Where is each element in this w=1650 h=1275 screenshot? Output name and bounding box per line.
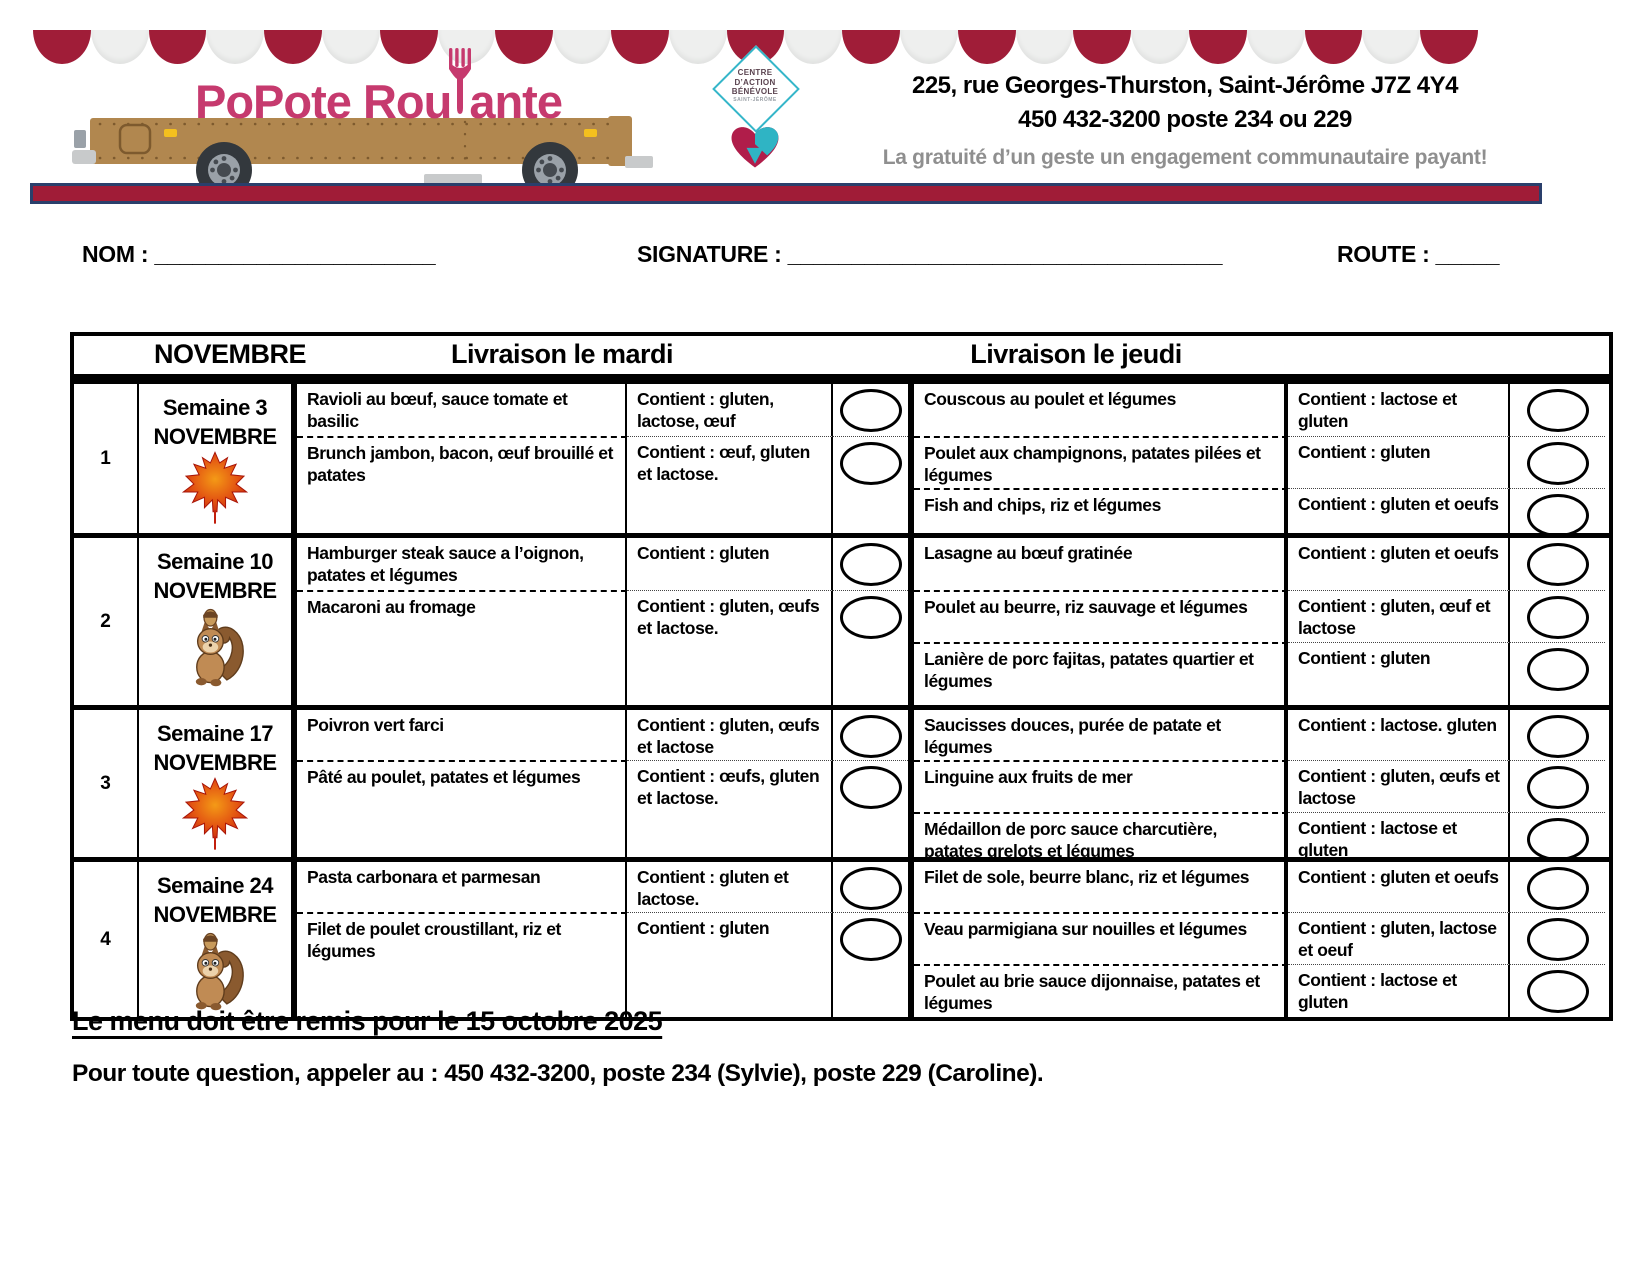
week-number: 2: [74, 538, 139, 705]
meal-name: Médaillon de porc sauce charcutière, patates grelots et légumes: [914, 812, 1288, 857]
order-choice-oval[interactable]: [1527, 818, 1589, 861]
awning-scallop: [900, 30, 958, 64]
week-label-line1: Semaine 3: [162, 395, 268, 420]
order-choice-oval[interactable]: [1527, 543, 1589, 586]
week-number: 4: [74, 862, 139, 1017]
meal-row: [297, 436, 908, 533]
maple-leaf-icon: [182, 512, 248, 529]
meal-row: [914, 590, 1609, 642]
order-choice-oval[interactable]: [1527, 648, 1589, 691]
order-choice-oval[interactable]: [1527, 766, 1589, 809]
signature-label: SIGNATURE :: [637, 241, 782, 267]
week-label-line1: Semaine 24: [156, 873, 274, 898]
nom-input-line[interactable]: ______________________: [154, 241, 436, 267]
meal-row: [914, 760, 1609, 812]
awning-scallop: [958, 30, 1016, 64]
address-block: [880, 72, 1490, 170]
meal-name: Hamburger steak sauce a l’oignon, patates et légumes: [297, 538, 627, 590]
order-choice-oval[interactable]: [840, 543, 902, 586]
allergen-info: Contient : gluten: [627, 538, 833, 590]
week-row-3: [74, 705, 1609, 861]
meal-name: Linguine aux fruits de mer: [914, 760, 1288, 812]
brand-text-right: ante: [469, 75, 562, 128]
awning-scallop: [91, 30, 149, 64]
allergen-info: Contient : gluten, œufs et lactose: [1288, 760, 1510, 812]
tagline: La gratuité d’un geste un engagement communautaire payant!: [882, 146, 1488, 169]
tuesday-section: [297, 710, 914, 857]
awning-scallop: [1016, 30, 1074, 64]
order-choice-oval[interactable]: [1527, 442, 1589, 485]
nom-field: [82, 241, 436, 268]
signature-field: [637, 241, 1223, 268]
meal-row: [297, 912, 908, 1017]
meal-row: [297, 384, 908, 436]
allergen-info: Contient : œuf, gluten et lactose.: [627, 436, 833, 533]
week-label-line2: NOVEMBRE: [153, 423, 277, 449]
thursday-section: [914, 384, 1609, 533]
contact-note: Pour toute question, appeler au : 450 432-3200, poste 234 (Sylvie), poste 229 (Caroline).: [72, 1060, 1044, 1087]
awning-scallop: [495, 30, 553, 64]
week-row-1: [74, 379, 1609, 533]
phone-line: 450 432-3200 poste 234 ou 229: [1018, 106, 1352, 133]
brand-text-left: PoPote Rou: [195, 75, 452, 128]
meal-name: Pâté au poulet, patates et légumes: [297, 760, 627, 857]
thursday-section: [914, 538, 1609, 705]
org-name-line3: BÉNÉVOLE: [731, 87, 779, 97]
meal-name: Saucisses douces, purée de patate et légumes: [914, 710, 1288, 760]
fork-icon: [448, 48, 472, 125]
week-label-line2: NOVEMBRE: [153, 901, 277, 927]
thursday-section: [914, 710, 1609, 861]
allergen-info: Contient : gluten, œuf et lactose: [1288, 590, 1510, 642]
awning-scallop: [1305, 30, 1363, 64]
order-choice-oval[interactable]: [1527, 715, 1589, 758]
awning-scallop: [322, 30, 380, 64]
order-choice-oval[interactable]: [1527, 389, 1589, 432]
signature-input-line[interactable]: __________________________________: [787, 241, 1223, 267]
maple-leaf-icon: [182, 838, 248, 855]
meal-name: Lasagne au bœuf gratinée: [914, 538, 1288, 590]
week-number: 1: [74, 384, 139, 533]
awning-scallop: [33, 30, 91, 64]
week-label-cell: [139, 862, 297, 1017]
allergen-info: Contient : gluten, œufs et lactose: [627, 710, 833, 760]
week-label-line2: NOVEMBRE: [153, 749, 277, 775]
route-label: ROUTE :: [1337, 241, 1430, 267]
meal-name: Fish and chips, riz et légumes: [914, 488, 1288, 533]
awning-scallop: [149, 30, 207, 64]
meal-name: Poulet au beurre, riz sauvage et légumes: [914, 590, 1288, 642]
awning-scallop: [784, 30, 842, 64]
order-choice-oval[interactable]: [840, 867, 902, 910]
allergen-info: Contient : gluten, lactose, œuf: [627, 384, 833, 436]
address-line1: 225, rue Georges-Thurston, Saint-Jérôme J7Z 4Y4: [911, 72, 1459, 99]
meal-row: [914, 384, 1609, 436]
allergen-info: Contient : gluten, œufs et lactose.: [627, 590, 833, 705]
allergen-info: Contient : gluten et oeufs: [1288, 488, 1510, 533]
order-choice-oval[interactable]: [840, 442, 902, 485]
thursday-section: [914, 862, 1609, 1017]
allergen-info: Contient : lactose. gluten: [1288, 710, 1510, 760]
menu-table: [70, 332, 1613, 1021]
order-choice-oval[interactable]: [1527, 494, 1589, 537]
week-label-cell: [139, 384, 297, 533]
deadline-note: Le menu doit être remis pour le 15 octobre 2025: [72, 1006, 663, 1036]
allergen-info: Contient : gluten: [627, 912, 833, 1017]
allergen-info: Contient : gluten et lactose.: [627, 862, 833, 912]
meal-name: Filet de poulet croustillant, riz et légumes: [297, 912, 627, 1017]
meal-name: Lanière de porc fajitas, patates quartier et légumes: [914, 642, 1288, 705]
awning-scallop: [264, 30, 322, 64]
meal-row: [914, 538, 1609, 590]
awning-scallop: [611, 30, 669, 64]
week-number: 3: [74, 710, 139, 857]
meal-name: Poulet aux champignons, patates pilées et légumes: [914, 436, 1288, 488]
meal-row: [914, 436, 1609, 488]
month-header: NOVEMBRE: [153, 339, 307, 369]
week-label-line1: Semaine 17: [156, 721, 274, 746]
tuesday-section: [297, 384, 914, 533]
route-input-line[interactable]: _____: [1435, 241, 1500, 267]
meal-row: [914, 812, 1609, 861]
meal-row: [914, 964, 1609, 1017]
awning-scallop: [206, 30, 264, 64]
order-choice-oval[interactable]: [1527, 970, 1589, 1013]
tuesday-section: [297, 538, 914, 705]
meal-row: [914, 642, 1609, 705]
week-row-2: [74, 533, 1609, 705]
order-choice-oval[interactable]: [1527, 867, 1589, 910]
meal-name: Couscous au poulet et légumes: [914, 384, 1288, 436]
allergen-info: Contient : gluten: [1288, 642, 1510, 705]
meal-row: [297, 760, 908, 857]
meal-row: [914, 912, 1609, 964]
meal-name: Poulet au brie sauce dijonnaise, patates et légumes: [914, 964, 1288, 1017]
thursday-header: Livraison le jeudi: [970, 339, 1182, 369]
squirrel-icon: [183, 676, 247, 693]
meal-row: [297, 862, 908, 912]
allergen-info: Contient : gluten: [1288, 436, 1510, 488]
order-choice-oval[interactable]: [1527, 596, 1589, 639]
nom-label: NOM :: [82, 241, 149, 267]
awning-scallop: [553, 30, 611, 64]
meal-name: Ravioli au bœuf, sauce tomate et basilic: [297, 384, 627, 436]
allergen-info: Contient : œufs, gluten et lactose.: [627, 760, 833, 857]
meal-row: [914, 488, 1609, 533]
brand-logo: [195, 62, 562, 139]
week-label-line1: Semaine 10: [156, 549, 274, 574]
week-row-4: [74, 857, 1609, 1017]
org-name-line2: D’ACTION: [734, 77, 776, 87]
allergen-info: Contient : lactose et gluten: [1288, 384, 1510, 436]
order-choice-oval[interactable]: [840, 766, 902, 809]
centre-action-benevole-logo: [718, 56, 792, 176]
allergen-info: Contient : gluten et oeufs: [1288, 862, 1510, 912]
awning-scallop: [380, 30, 438, 64]
table-header-row: [74, 336, 1609, 379]
order-choice-oval[interactable]: [840, 715, 902, 758]
meal-row: [297, 710, 908, 760]
allergen-info: Contient : lactose et gluten: [1288, 812, 1510, 857]
awning-scallop: [1073, 30, 1131, 64]
awning-scallop: [1362, 30, 1420, 64]
meal-name: Filet de sole, beurre blanc, riz et légumes: [914, 862, 1288, 912]
awning-scallop: [1247, 30, 1305, 64]
meal-name: Pasta carbonara et parmesan: [297, 862, 627, 912]
header-divider-bar: [30, 183, 1542, 204]
meal-name: Brunch jambon, bacon, œuf brouillé et patates: [297, 436, 627, 533]
meal-row: [914, 710, 1609, 760]
awning-scallop: [1189, 30, 1247, 64]
tuesday-header: Livraison le mardi: [450, 339, 674, 369]
awning-scallop: [1420, 30, 1478, 64]
meal-row: [297, 538, 908, 590]
org-name-sub: SAINT-JÉRÔME: [733, 96, 777, 103]
order-choice-oval[interactable]: [840, 596, 902, 639]
order-choice-oval[interactable]: [1527, 918, 1589, 961]
org-name-line1: CENTRE: [737, 68, 773, 77]
week-label-line2: NOVEMBRE: [153, 577, 277, 603]
meal-name: Poivron vert farci: [297, 710, 627, 760]
heart-icon: [727, 120, 783, 172]
meal-row: [297, 590, 908, 705]
allergen-info: Contient : gluten et oeufs: [1288, 538, 1510, 590]
awning-scallop: [842, 30, 900, 64]
tuesday-section: [297, 862, 914, 1017]
order-choice-oval[interactable]: [840, 918, 902, 961]
week-label-cell: [139, 710, 297, 857]
meal-row: [914, 862, 1609, 912]
route-field: [1337, 241, 1500, 268]
allergen-info: Contient : lactose et gluten: [1288, 964, 1510, 1017]
meal-name: Veau parmigiana sur nouilles et légumes: [914, 912, 1288, 964]
meal-name: Macaroni au fromage: [297, 590, 627, 705]
awning-scallop: [1131, 30, 1189, 64]
week-label-cell: [139, 538, 297, 705]
allergen-info: Contient : gluten, lactose et oeuf: [1288, 912, 1510, 964]
order-choice-oval[interactable]: [840, 389, 902, 432]
